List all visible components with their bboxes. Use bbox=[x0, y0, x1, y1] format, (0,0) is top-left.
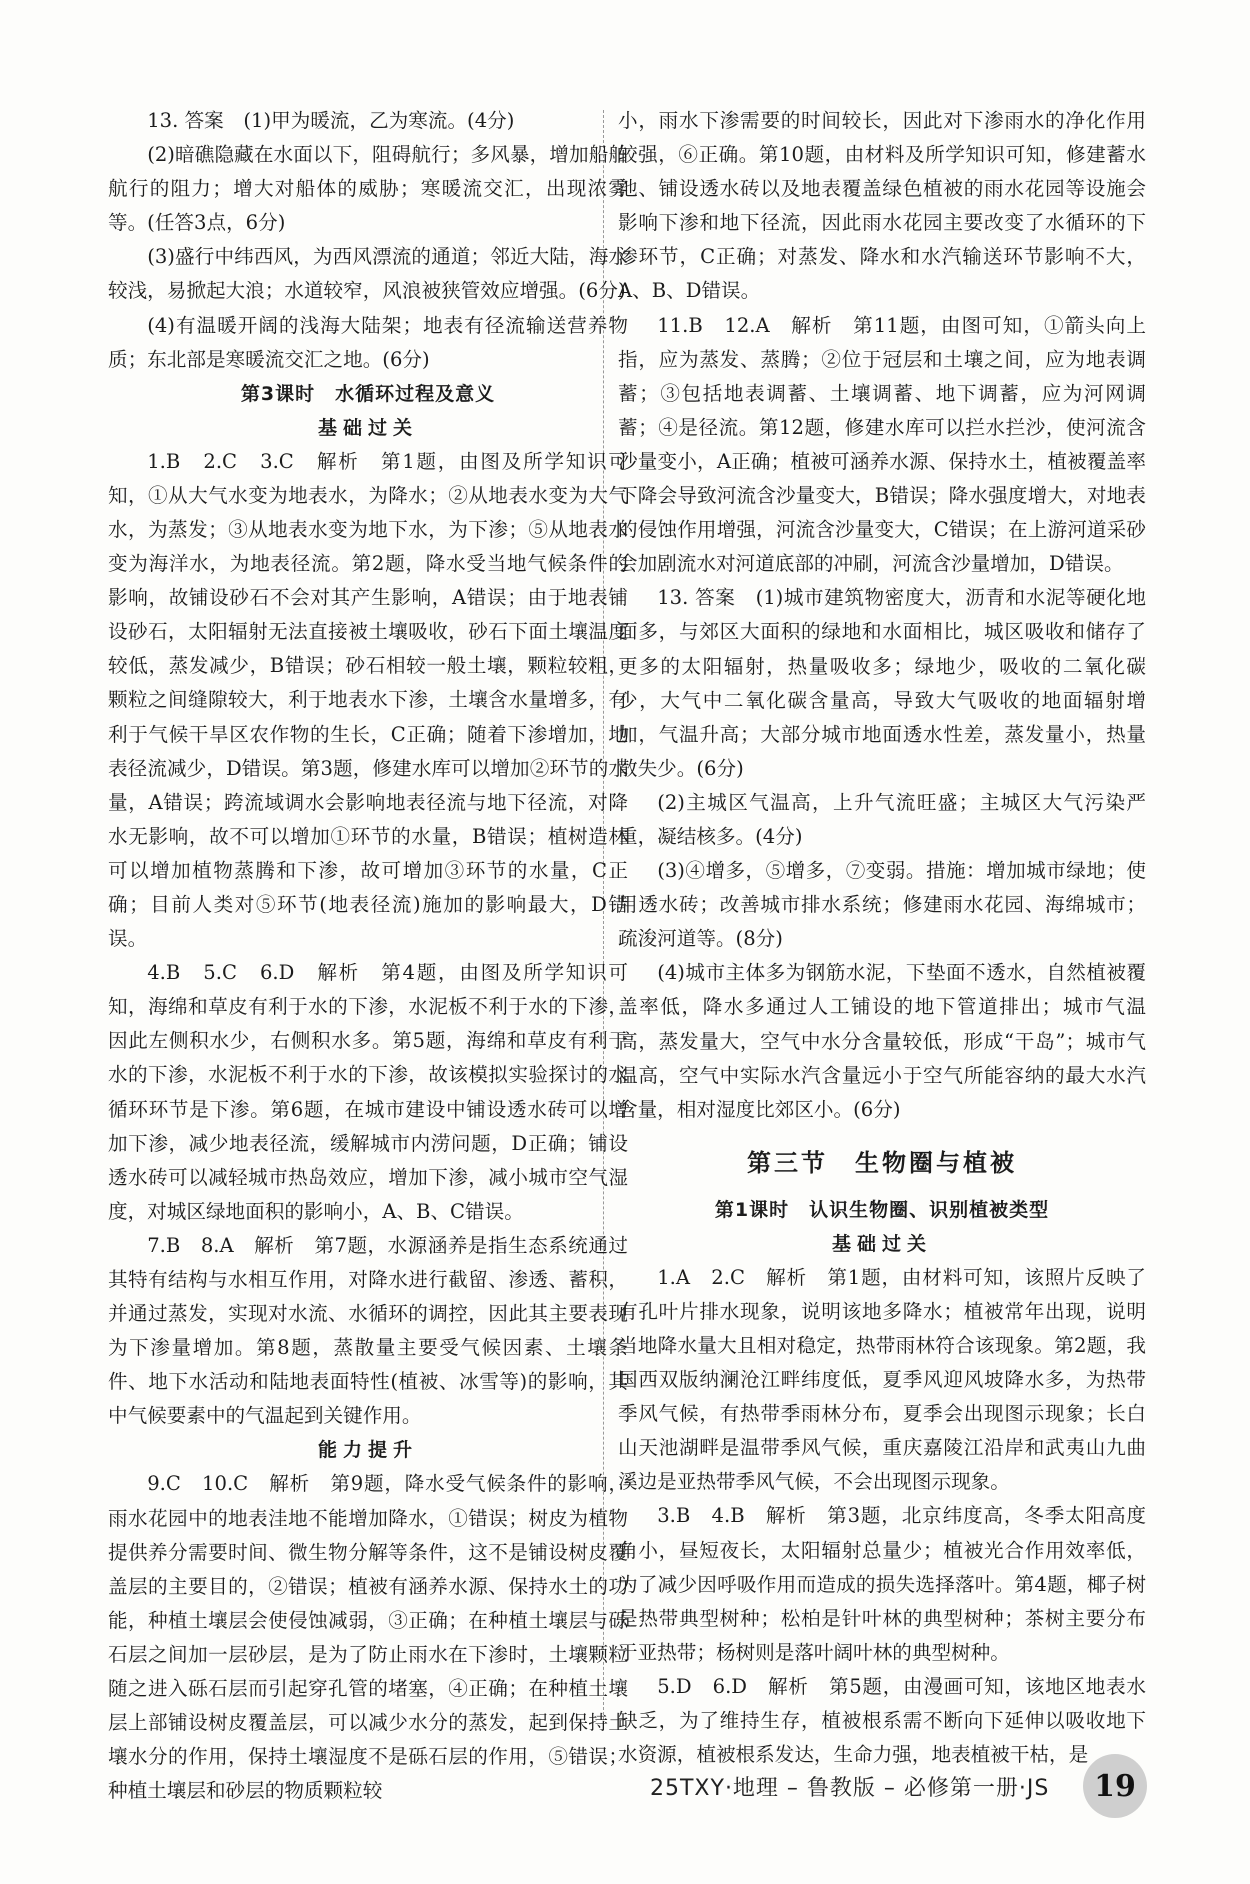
footer-text: 25TXY·地理 – 鲁教版 – 必修第一册·JS bbox=[650, 1775, 1050, 1801]
paragraph: (4)城市主体多为钢筋水泥，下垫面不透水，自然植被覆盖率低，降水多通过人工铺设的地下管道排出；城市气温高，蒸发量大，空气中水分含量较低，形成“干岛”；城市气温高，空气中实际水汽含量远小于空气所能容纳的最大水汽含量，相对湿度比郊区小。(6分) bbox=[618, 961, 1146, 1121]
page-number: 19 bbox=[1083, 1754, 1147, 1818]
paragraph: 13. 答案 (1)甲为暖流，乙为寒流。(4分) bbox=[147, 109, 515, 132]
lesson-heading: 第1课时 认识生物圈、识别植被类型 bbox=[714, 1198, 1050, 1221]
left-column bbox=[108, 104, 628, 1808]
paragraph: 11.B 12.A 解析 第11题，由图可知，①箭头向上指，应为蒸发、蒸腾；②位于冠层和土壤之间，应为地表调蓄；③包括地表调蓄、土壤调蓄、地下调蓄，应为河网调蓄；④是径流。第12题，修建水库可以拦水拦沙，使河流含沙量变小，A正确；植被可涵养水源、保持水土，植被覆盖率下降会导致河流含沙量变大，B错误；降水强度增大，对地表的侵蚀作用增强，河流含沙量变大，C错误；在上游河道采砂会加剧流水对河道底部的冲刷，河流含沙量增加，D错误。 bbox=[618, 313, 1146, 576]
paragraph: 9.C 10.C 解析 第9题，降水受气候条件的影响，雨水花园中的地表洼地不能增加降水，①错误；树皮为植物提供养分需要时间、微生物分解等条件，这不是铺设树皮覆盖层的主要目的，②错误；植被有涵养水源、保持水土的功能，种植土壤层会使侵蚀减弱，③正确；在种植土壤层与砾石层之间加一层砂层，是为了防止雨水在下渗时，土壤颗粒随之进入砾石层而引起穿孔管的堵塞，④正确；在种植土壤层上部铺设树皮覆盖层，可以减少水分的蒸发，起到保持土壤水分的作用，保持土壤湿度不是砾石层的作用，⑤错误；种植土壤层和砂层的物质颗粒较 bbox=[108, 1472, 628, 1803]
paragraph: 3.B 4.B 解析 第3题，北京纬度高，冬季太阳高度角小，昼短夜长，太阳辐射总量少；植被光合作用效率低，为了减少因呼吸作用而造成的损失选择落叶。第4题，椰子树是热带典型树种；松柏是针叶林的典型树种；茶树主要分布于亚热带；杨树则是落叶阔叶林的典型树种。 bbox=[618, 1504, 1146, 1664]
lesson-heading: 第3课时 水循环过程及意义 bbox=[240, 382, 496, 405]
section-heading: 第三节 生物圈与植被 bbox=[747, 1148, 1017, 1177]
subsection-heading: 基础过关 bbox=[831, 1232, 932, 1255]
right-column bbox=[618, 104, 1146, 1772]
paragraph: 1.A 2.C 解析 第1题，由材料可知，该照片反映了有孔叶片排水现象，说明该地多降水；植被常年出现，说明当地降水量大且相对稳定，热带雨林符合该现象。第2题，我国西双版纳澜沧江畔纬度低，夏季风迎风坡降水多，为热带季风气候，有热带季雨林分布，夏季会出现图示现象；长白山天池湖畔是温带季风气候，重庆嘉陵江沿岸和武夷山九曲溪边是亚热带季风气候，不会出现图示现象。 bbox=[618, 1265, 1146, 1494]
paragraph: (3)盛行中纬西风，为西风漂流的通道；邻近大陆，海水较浅，易掀起大浪；水道较窄，风浪被狭管效应增强。(6分) bbox=[108, 245, 628, 303]
paragraph: 1.B 2.C 3.C 解析 第1题，由图及所学知识可知，①从大气水变为地表水，为降水；②从地表水变为大气水，为蒸发；③从地表水变为地下水，为下渗；⑤从地表水变为海洋水，为地表径流。第2题，降水受当地气候条件的影响，故铺设砂石不会对其产生影响，A错误；由于地表铺设砂石，太阳辐射无法直接被土壤吸收，砂石下面土壤温度较低，蒸发减少，B错误；砂石相较一般土壤，颗粒较粗，颗粒之间缝隙较大，利于地表水下渗，土壤含水量增多，有利于气候干旱区农作物的生长，C正确；随着下渗增加，地表径流减少，D错误。第3题，修建水库可以增加②环节的水量，A错误；跨流域调水会影响地表径流与地下径流，对降水无影响，故不可以增加①环节的水量，B错误；植树造林可以增加植物蒸腾和下渗，故可增加③环节的水量，C正确；目前人类对⑤环节(地表径流)施加的影响最大，D错误。 bbox=[108, 449, 628, 951]
subsection-heading: 基础过关 bbox=[317, 416, 418, 439]
paragraph: 4.B 5.C 6.D 解析 第4题，由图及所学知识可知，海绵和草皮有利于水的下渗，水泥板不利于水的下渗，因此左侧积水少，右侧积水多。第5题，海绵和草皮有利于水的下渗，水泥板不利于水的下渗，故该模拟实验探讨的水循环环节是下渗。第6题，在城市建设中铺设透水砖可以增加下渗，减少地表径流，缓解城市内涝问题，D正确；铺设透水砖可以减轻城市热岛效应，增加下渗，减小城市空气湿度，对城区绿地面积的影响小，A、B、C错误。 bbox=[108, 961, 628, 1223]
paragraph: 7.B 8.A 解析 第7题，水源涵养是指生态系统通过其特有结构与水相互作用，对降水进行截留、渗透、蓄积，并通过蒸发，实现对水流、水循环的调控，因此其主要表现为下渗量增加。第8题，蒸散量主要受气候因素、土壤条件、地下水活动和陆地表面特性(植被、冰雪等)的影响，其中气候要素中的气温起到关键作用。 bbox=[108, 1233, 628, 1428]
paragraph: (4)有温暖开阔的浅海大陆架；地表有径流输送营养物质；东北部是寒暖流交汇之地。(6分) bbox=[108, 313, 628, 371]
paragraph: 5.D 6.D 解析 第5题，由漫画可知，该地区地表水缺乏，为了维持生存，植被根系需不断向下延伸以吸收地下水资源，植被根系发达，生命力强，地表植被干枯，是 bbox=[618, 1674, 1146, 1767]
subsection-heading: 能力提升 bbox=[317, 1439, 418, 1462]
paragraph: (3)④增多，⑤增多，⑦变弱。措施：增加城市绿地；使用透水砖；改善城市排水系统；修建雨水花园、海绵城市；疏浚河道等。(8分) bbox=[618, 859, 1146, 951]
paragraph: 13. 答案 (1)城市建筑物密度大，沥青和水泥等硬化地面多，与郊区大面积的绿地和水面相比，城区吸收和储存了更多的太阳辐射，热量吸收多；绿地少，吸收的二氧化碳少，大气中二氧化碳含量高，导致大气吸收的地面辐射增加，气温升高；大部分城市地面透水性差，蒸发量小，热量散失少。(6分) bbox=[618, 586, 1146, 780]
paragraph: 小，雨水下渗需要的时间较长，因此对下渗雨水的净化作用较强，⑥正确。第10题，由材料及所学知识可知，修建蓄水池、铺设透水砖以及地表覆盖绿色植被的雨水花园等设施会影响下渗和地下径流，因此雨水花园主要改变了水循环的下渗环节，C正确；对蒸发、降水和水汽输送环节影响不大，A、B、D错误。 bbox=[618, 109, 1146, 303]
footer bbox=[650, 1766, 1049, 1806]
paragraph: (2)暗礁隐藏在水面以下，阻碍航行；多风暴，增加船舶航行的阻力；增大对船体的威胁；寒暖流交汇，出现浓雾等。(任答3点，6分) bbox=[108, 143, 628, 235]
paragraph: (2)主城区气温高，上升气流旺盛；主城区大气污染严重，凝结核多。(4分) bbox=[618, 790, 1146, 848]
